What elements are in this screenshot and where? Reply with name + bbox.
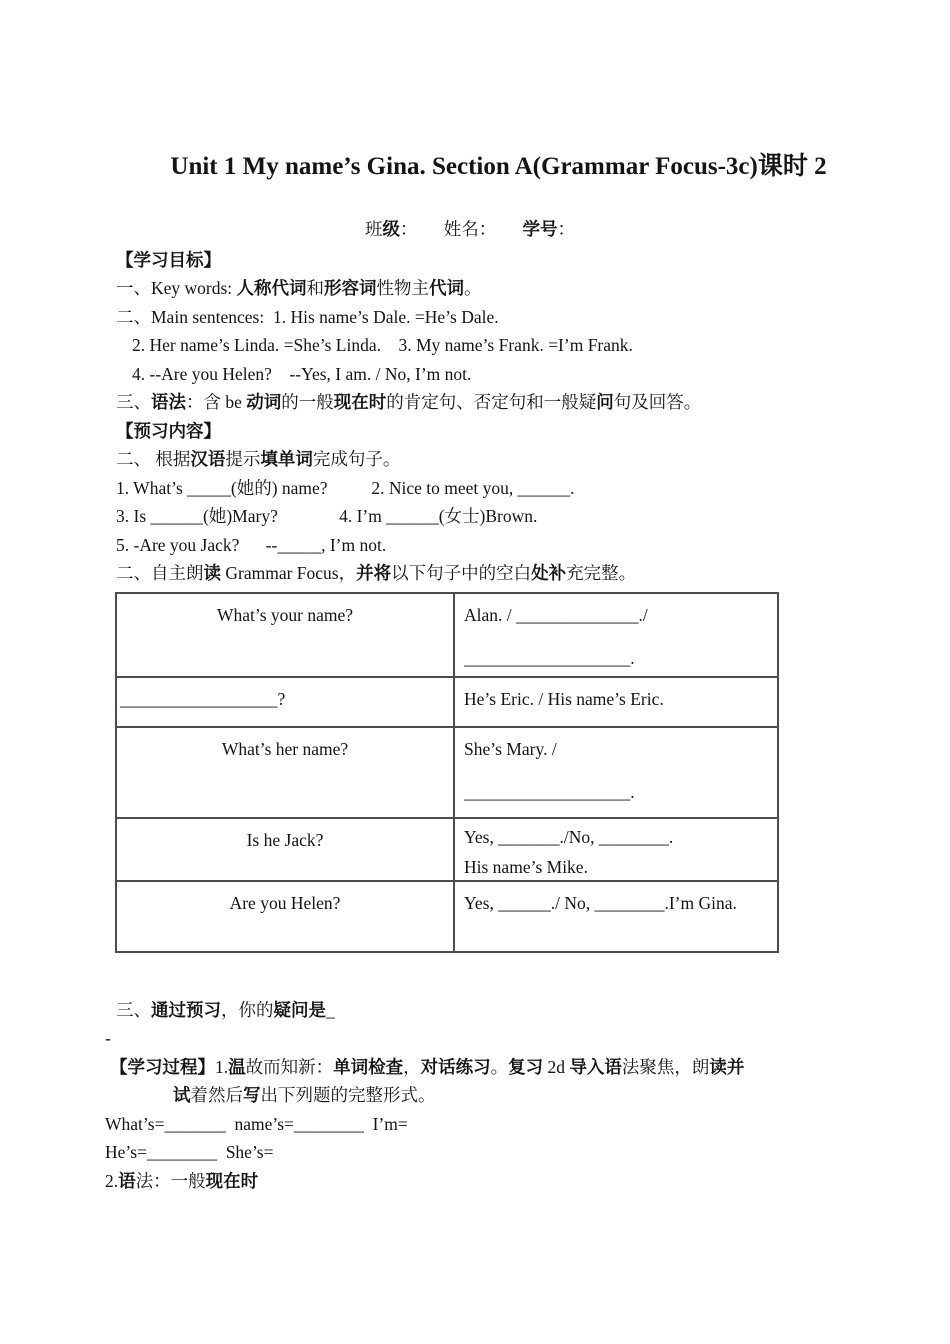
text-segment: 。 (464, 278, 482, 298)
answer-text: Yes, _______./No, ________. (464, 826, 674, 847)
table-row (117, 726, 777, 817)
text-segment: 读 (203, 563, 221, 583)
text-segment: 问 (596, 392, 614, 412)
text-segment: 单词检查 (333, 1056, 404, 1077)
text-segment: ：含 be (186, 392, 247, 412)
text-segment: 。 (490, 1056, 509, 1077)
text-segment: 的肯定句、否定句和一般疑 (386, 392, 597, 412)
preview-exercise-1-2 (116, 474, 892, 503)
answer-blank-line: ___________________. (464, 781, 635, 802)
text-segment: 疑问是 (273, 999, 326, 1020)
text-segment: 写 (243, 1085, 261, 1105)
text-segment: 法：一般 (135, 1170, 206, 1191)
text-segment: 对话练习 (420, 1056, 491, 1077)
study-process-header-line (110, 1053, 892, 1082)
question-text: Is he Jack? (246, 829, 324, 850)
text-segment: ，你的 (221, 999, 274, 1020)
question-cell (117, 728, 453, 817)
study-process-line-2 (173, 1081, 892, 1110)
continuation-dash (105, 1024, 892, 1053)
text-segment: 完成句子。 (312, 449, 401, 469)
text-segment: 学号 (522, 219, 558, 239)
answer-text: He’s Eric. / His name’s Eric. (464, 688, 664, 709)
text-segment: He’s=________ She’s= (105, 1142, 274, 1162)
text-segment: 汉语 (190, 449, 226, 469)
text-segment: 处补 (531, 563, 567, 583)
class-name-number-line (365, 215, 892, 244)
text-segment: 班 (365, 219, 383, 239)
preview-task-grammar-focus (116, 559, 892, 588)
answer-text: Yes, ______./ No, ________.I’m Gina. (464, 892, 737, 913)
equivalence-line-2 (105, 1138, 892, 1167)
text-segment: 故而知新： (245, 1056, 334, 1077)
text-segment: 试 (173, 1085, 191, 1105)
question-text: What’s your name? (216, 604, 354, 625)
text-segment: 人称代词 (236, 278, 307, 298)
text-segment: 一、Key words: (116, 278, 237, 298)
preview-exercise-3-4 (116, 502, 892, 531)
answer-blank-line: ___________________. (464, 647, 635, 668)
text-segment: ， (403, 1056, 421, 1077)
document-title: Unit 1 My name’s Gina. Section A(Grammar Focus-3c)课时 2 (170, 153, 827, 180)
text-segment: 2. (105, 1170, 119, 1191)
grammar-focus-table (115, 592, 779, 953)
text-segment: _ (326, 999, 335, 1020)
text-segment: 填单词 (260, 449, 313, 469)
text-segment: 语 (118, 1170, 136, 1191)
text-segment: 二、 根据 (116, 449, 191, 469)
text-segment: 【预习内容】 (116, 420, 221, 441)
goal-grammar (116, 388, 892, 417)
goal-main-sentences-2 (132, 331, 892, 360)
answer-text: Alan. / ______________./ (464, 604, 648, 625)
question-cell (117, 882, 453, 951)
text-segment: ： (557, 219, 575, 239)
study-goals-header (116, 246, 892, 275)
text-segment: 1. (215, 1056, 229, 1077)
text-segment: 三、 (116, 999, 151, 1020)
goal-key-words (116, 274, 892, 303)
answer-cell (453, 882, 777, 951)
text-segment: 充完整。 (566, 563, 637, 583)
text-segment: 二、Main sentences: 1. His name’s Dale. =He’s Dale. (116, 306, 499, 327)
answer-cell (453, 594, 777, 676)
preview-task-fill-words (116, 445, 892, 474)
text-segment: 级 (382, 219, 400, 239)
question-cell (117, 819, 453, 880)
text-segment: What’s=_______ name’s=________ I’m= (105, 1113, 408, 1134)
text-segment: 的一般 (281, 392, 334, 412)
question-blank-line: __________________? (120, 688, 286, 709)
text-segment: 【学习目标】 (116, 249, 221, 270)
answer-text: She’s Mary. / (464, 738, 557, 759)
text-segment: ： 姓名： (400, 219, 523, 239)
text-segment: 1. What’s _____(她的) name? 2. Nice to meet you, ______. (116, 477, 575, 498)
text-segment: 和 (306, 278, 325, 298)
text-segment: 复习 (508, 1056, 544, 1077)
text-segment: 现在时 (333, 392, 387, 412)
text-segment: 通过预习 (151, 999, 221, 1020)
text-segment: 性物主 (376, 278, 430, 298)
text-segment: Grammar Focus， (221, 563, 357, 583)
text-segment: - (105, 1028, 111, 1048)
goal-main-sentences-1 (116, 303, 892, 332)
text-segment: 语法 (151, 392, 186, 412)
text-segment: 【学习过程】 (110, 1056, 215, 1077)
equivalence-line-1 (105, 1110, 892, 1139)
goal-main-sentences-3 (132, 360, 892, 389)
text-segment: 代词 (429, 278, 465, 298)
answer-cell (453, 678, 777, 726)
text-segment: 动词 (246, 392, 282, 412)
text-segment: 形容词 (324, 278, 377, 298)
preview-question-line (116, 996, 892, 1025)
preview-content-header (116, 417, 892, 446)
table-row (117, 817, 777, 880)
table-row (117, 880, 777, 951)
text-segment: 2d (543, 1056, 570, 1077)
text-segment: 导入语 (569, 1056, 622, 1077)
text-segment: 2. Her name’s Linda. =She’s Linda. 3. My name’s Frank. =I’m Frank. (132, 335, 633, 355)
text-segment: 3. Is ______(她)Mary? 4. I’m ______(女士)Brown. (116, 506, 538, 526)
text-segment: 5. -Are you Jack? --_____, I’m not. (116, 534, 387, 555)
text-segment: 着然后 (190, 1085, 243, 1105)
table-row (117, 676, 777, 726)
question-text: What’s her name? (221, 738, 349, 759)
text-segment: 法聚焦，朗 (621, 1056, 710, 1077)
text-segment: 以下句子中的空白 (391, 563, 532, 583)
text-segment: 4. --Are you Helen? --Yes, I am. / No, I’m not. (132, 363, 472, 384)
answer-text-2: His name’s Mike. (464, 856, 588, 877)
text-segment: 出下列题的完整形式。 (260, 1085, 436, 1105)
answer-cell (453, 819, 777, 880)
grammar-note (105, 1167, 892, 1196)
text-segment: 并将 (356, 563, 392, 583)
text-segment: 提示 (225, 449, 261, 469)
preview-exercise-5 (116, 531, 892, 560)
question-cell (117, 678, 453, 726)
question-cell (117, 594, 453, 676)
text-segment: 三、 (116, 392, 151, 412)
text-segment: 句及回答。 (613, 392, 702, 412)
text-segment: 现在时 (205, 1170, 259, 1191)
text-segment: 二、自主朗 (116, 563, 204, 583)
text-segment: 温 (228, 1056, 246, 1077)
table-row (117, 594, 777, 676)
text-segment: 读并 (709, 1056, 745, 1077)
answer-cell (453, 728, 777, 817)
question-text: Are you Helen? (229, 892, 341, 913)
